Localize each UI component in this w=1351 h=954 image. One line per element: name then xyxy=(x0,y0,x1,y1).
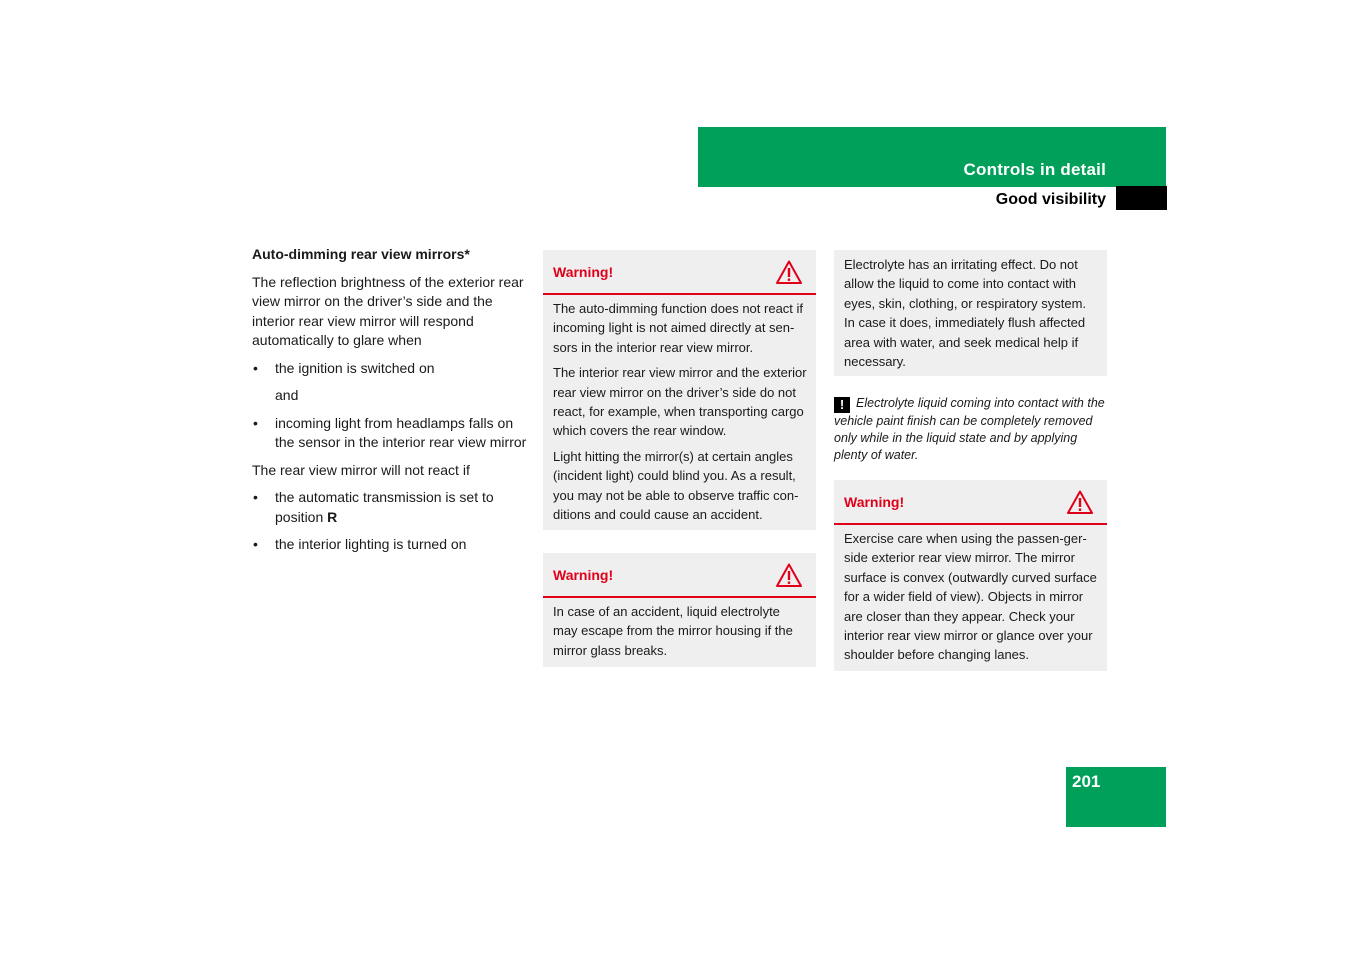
gear-position-label: R xyxy=(327,508,338,525)
warning-paragraph: Exercise care when using the passen-ger-side exterior rear view mirror. The mirror surface is convex (outwardly curved surface for a wider field of view). Objects in mirror are closer than they appear. Check your interior rear view mirror or glance over your shoulder before changing lanes. xyxy=(844,531,1097,663)
subsection-title: Good visibility xyxy=(995,191,1106,208)
list-item-text: the automatic transmission is set to position xyxy=(275,489,494,525)
intro-paragraph: The reflection brightness of the exterior rear view mirror on the driver’s side and the interior rear view mirror will respond automatically to glare when xyxy=(252,273,524,348)
warning-header xyxy=(543,250,816,295)
warning-paragraph: In case of an accident, liquid electrolyte may escape from the mirror housing if the mirror glass breaks. xyxy=(553,604,793,658)
warning-paragraph: The auto-dimming function does not react if incoming light is not aimed directly at sen-sors in the interior rear view mirror. xyxy=(553,301,804,355)
no-react-intro: The rear view mirror will not react if xyxy=(252,461,470,478)
page-number-badge xyxy=(1066,767,1166,827)
warning-title: Warning! xyxy=(553,264,614,280)
warning-title: Warning! xyxy=(844,494,905,510)
paint-damage-note xyxy=(834,395,1106,464)
list-item: • incoming light from headlamps falls on the sensor in the interior rear view mirror xyxy=(252,414,532,453)
warning-paragraph: Light hitting the mirror(s) at certain angles (incident light) could blind you. As a result, you may not be able to observe traffic con-ditions and could cause an accident. xyxy=(553,448,799,523)
section-title: Controls in detail xyxy=(963,160,1106,179)
warning-triangle-icon xyxy=(776,563,802,587)
topic-heading: Auto-dimming rear view mirrors* xyxy=(252,246,470,262)
info-paragraph: Electrolyte has an irritating effect. Do not allow the liquid to come into contact with eyes, skin, clothing, or respiratory system. In case it does, immediately flush affected area with water, and seek medical help if necessary. xyxy=(844,257,1087,370)
list-item: • the ignition is switched on xyxy=(252,359,532,379)
warning-box-auto-dimming xyxy=(543,250,816,530)
warning-title: Warning! xyxy=(553,567,614,583)
warning-triangle-icon xyxy=(1067,490,1093,514)
note-text: Electrolyte liquid coming into contact with the vehicle paint finish can be completely removed only while in the liquid state and by applying plenty of water. xyxy=(834,396,1105,462)
section-tab-marker xyxy=(1116,186,1167,210)
warning-header xyxy=(834,480,1107,525)
no-react-conditions-list xyxy=(252,488,532,555)
react-conditions-list-2 xyxy=(252,414,532,453)
warning-header xyxy=(543,553,816,598)
exclamation-icon: ! xyxy=(834,397,850,413)
main-text-column xyxy=(252,245,532,563)
warning-box-convex-mirror xyxy=(834,480,1107,671)
info-body xyxy=(834,250,1107,385)
warning-body xyxy=(543,295,816,538)
warning-paragraph: The interior rear view mirror and the exterior rear view mirror on the driver’s side do not react, for example, when transporting cargo which covers the rear window. xyxy=(553,365,807,439)
and-connector: and xyxy=(275,387,299,403)
warning-box-electrolyte xyxy=(543,553,816,667)
warning-triangle-icon xyxy=(776,260,802,284)
electrolyte-info-box xyxy=(834,250,1107,376)
react-conditions-list xyxy=(252,359,532,379)
page-number: 201 xyxy=(1072,772,1101,791)
list-item xyxy=(252,488,532,527)
warning-body xyxy=(543,598,816,674)
warning-body xyxy=(834,525,1107,679)
list-item: • the interior lighting is turned on xyxy=(252,535,532,555)
